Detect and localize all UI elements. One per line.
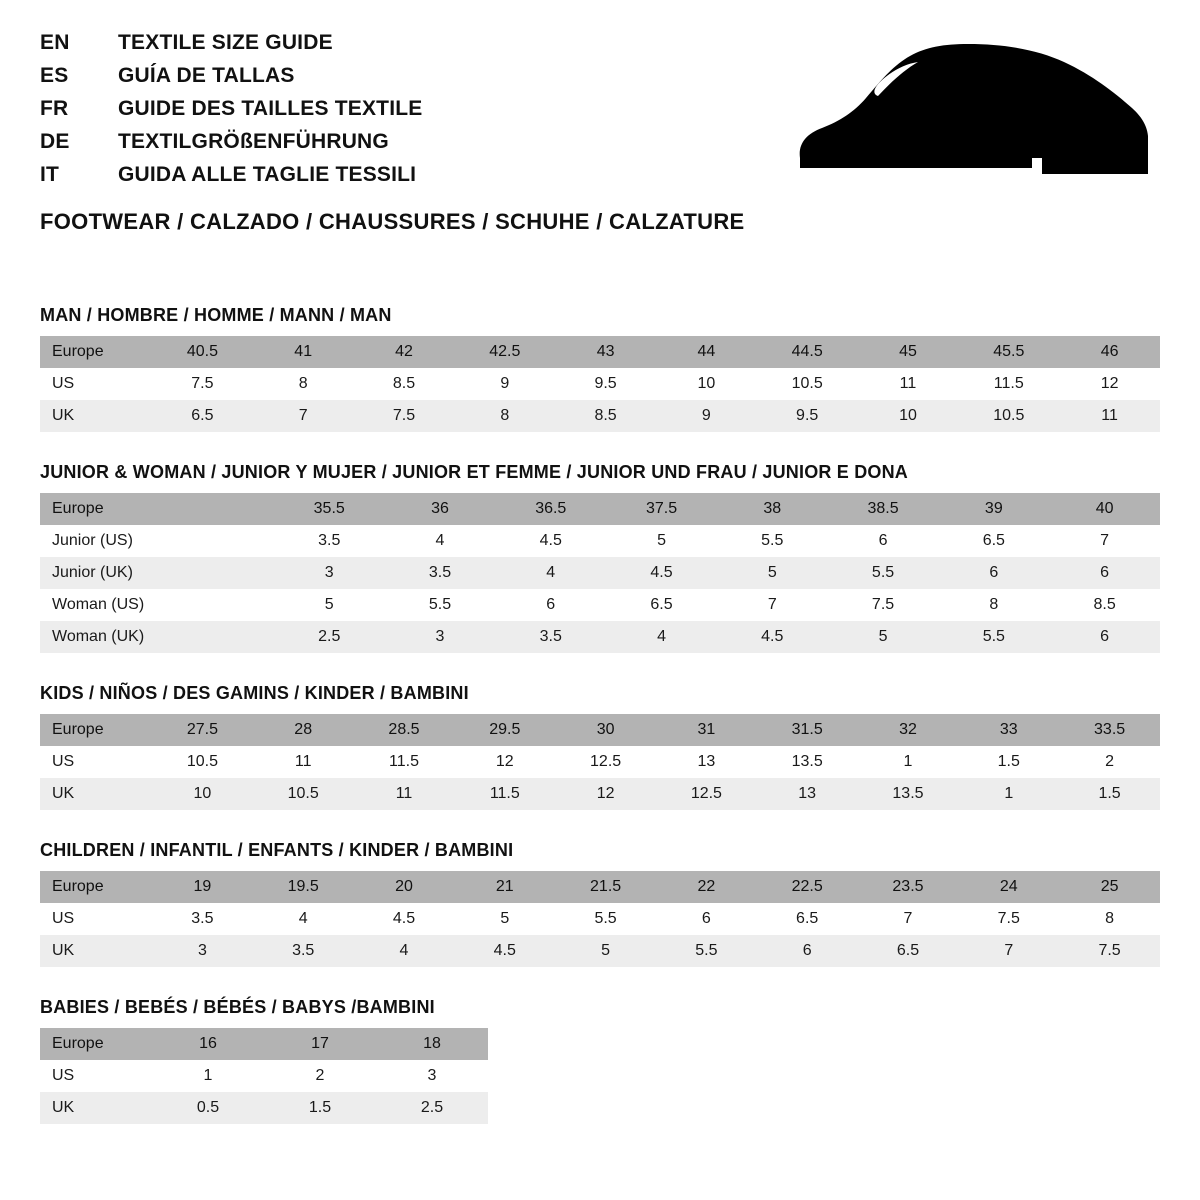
size-group-title: CHILDREN / INFANTIL / ENFANTS / KINDER / BAMBINI	[40, 840, 514, 860]
language-code: IT	[40, 163, 60, 186]
row-label: Europe	[40, 871, 152, 903]
column-header-cell: 43	[555, 336, 656, 368]
size-cell: 11	[253, 746, 354, 778]
size-cell: 4	[606, 621, 717, 653]
column-header-cell: 35.5	[274, 493, 385, 525]
row-label: UK	[40, 778, 152, 810]
size-group-title: JUNIOR & WOMAN / JUNIOR Y MUJER / JUNIOR ET FEMME / JUNIOR UND FRAU / JUNIOR E DONA	[40, 462, 909, 482]
size-cell: 9	[454, 368, 555, 400]
size-cell: 11	[858, 368, 959, 400]
column-header-cell: 46	[1059, 336, 1160, 368]
size-cell: 3.5	[152, 903, 253, 935]
column-header-cell: 39	[938, 493, 1049, 525]
size-cell: 2.5	[376, 1092, 488, 1124]
size-group-title: BABIES / BEBÉS / BÉBÉS / BABYS /BAMBINI	[40, 997, 435, 1017]
column-header-cell: 16	[152, 1028, 264, 1060]
column-header-cell: 21	[454, 871, 555, 903]
size-cell: 4	[253, 903, 354, 935]
size-cell: 12.5	[555, 746, 656, 778]
table-header-row	[40, 493, 1160, 525]
table-header-row	[40, 714, 1160, 746]
size-cell: 10.5	[757, 368, 858, 400]
size-cell: 5	[606, 525, 717, 557]
size-group-title: KIDS / NIÑOS / DES GAMINS / KINDER / BAMBINI	[40, 683, 469, 703]
row-label: US	[40, 1060, 152, 1092]
size-cell: 6	[828, 525, 939, 557]
size-group	[40, 997, 1160, 1124]
column-header-cell: 27.5	[152, 714, 253, 746]
column-header-cell: 22	[656, 871, 757, 903]
column-header-cell: 17	[264, 1028, 376, 1060]
size-cell: 5.5	[828, 557, 939, 589]
row-label: Junior (US)	[40, 525, 163, 557]
language-title: TEXTILGRÖßENFÜHRUNG	[118, 130, 389, 153]
column-header-cell: 38	[717, 493, 828, 525]
size-cell: 5	[454, 903, 555, 935]
size-cell: 6	[1049, 621, 1160, 653]
size-cell: 3.5	[274, 525, 385, 557]
size-cell: 8	[1059, 903, 1160, 935]
size-cell: 5.5	[938, 621, 1049, 653]
column-header-cell: 37.5	[606, 493, 717, 525]
size-cell: 13	[656, 746, 757, 778]
column-header-cell: 38.5	[828, 493, 939, 525]
row-label: Europe	[40, 714, 152, 746]
column-header-cell: 31	[656, 714, 757, 746]
size-cell: 8	[454, 400, 555, 432]
row-label: Europe	[40, 493, 163, 525]
column-header-cell: 19.5	[253, 871, 354, 903]
row-label: Europe	[40, 336, 152, 368]
column-header-cell: 25	[1059, 871, 1160, 903]
size-cell: 4.5	[717, 621, 828, 653]
size-cell: 8.5	[555, 400, 656, 432]
size-cell: 3	[152, 935, 253, 967]
size-cell: 3.5	[495, 621, 606, 653]
size-cell: 4.5	[454, 935, 555, 967]
size-cell: 4	[354, 935, 455, 967]
column-header-cell: 23.5	[858, 871, 959, 903]
table-row	[40, 903, 1160, 935]
size-cell: 3	[385, 621, 496, 653]
size-cell: 7.5	[828, 589, 939, 621]
size-cell: 11	[1059, 400, 1160, 432]
size-cell: 7.5	[354, 400, 455, 432]
table-row	[40, 589, 1160, 621]
size-cell: 6	[656, 903, 757, 935]
table-row	[40, 778, 1160, 810]
size-cell: 10	[656, 368, 757, 400]
table-row	[40, 935, 1160, 967]
language-title: GUIDA ALLE TAGLIE TESSILI	[118, 163, 417, 186]
language-title: TEXTILE SIZE GUIDE	[118, 31, 333, 54]
language-title: GUÍA DE TALLAS	[118, 64, 295, 87]
size-table	[40, 714, 1160, 810]
size-cell: 5.5	[717, 525, 828, 557]
size-cell: 3	[376, 1060, 488, 1092]
size-cell: 1.5	[958, 746, 1059, 778]
size-cell: 0.5	[152, 1092, 264, 1124]
size-cell: 7.5	[1059, 935, 1160, 967]
column-header-cell: 33.5	[1059, 714, 1160, 746]
column-header-cell: 28.5	[354, 714, 455, 746]
table-header-row	[40, 871, 1160, 903]
size-cell: 6.5	[757, 903, 858, 935]
size-cell: 8.5	[354, 368, 455, 400]
size-group	[40, 305, 1160, 432]
size-cell: 5	[274, 589, 385, 621]
table-row	[40, 400, 1160, 432]
size-cell: 12	[555, 778, 656, 810]
size-cell: 8.5	[1049, 589, 1160, 621]
table-row	[40, 1060, 488, 1092]
size-group-title: MAN / HOMBRE / HOMME / MANN / MAN	[40, 305, 392, 325]
size-cell: 10.5	[152, 746, 253, 778]
column-header-cell: 18	[376, 1028, 488, 1060]
size-cell	[163, 621, 274, 653]
size-cell: 6.5	[606, 589, 717, 621]
size-cell: 10	[152, 778, 253, 810]
size-cell: 13	[757, 778, 858, 810]
size-cell: 10.5	[958, 400, 1059, 432]
column-header-cell: 42.5	[454, 336, 555, 368]
size-cell: 10	[858, 400, 959, 432]
column-header-cell: 40.5	[152, 336, 253, 368]
column-header-cell: 41	[253, 336, 354, 368]
size-cell: 5.5	[555, 903, 656, 935]
size-cell	[163, 525, 274, 557]
column-header-cell: 20	[354, 871, 455, 903]
document-header	[0, 0, 1200, 235]
size-table	[40, 1028, 488, 1124]
size-cell: 1	[958, 778, 1059, 810]
column-header-cell: 42	[354, 336, 455, 368]
size-table	[40, 493, 1160, 653]
size-cell: 3	[274, 557, 385, 589]
size-cell: 2.5	[274, 621, 385, 653]
language-title: GUIDE DES TAILLES TEXTILE	[118, 97, 423, 120]
size-cell: 9.5	[757, 400, 858, 432]
row-label: US	[40, 368, 152, 400]
size-cell: 6.5	[152, 400, 253, 432]
size-cell: 1.5	[264, 1092, 376, 1124]
footwear-banner: FOOTWEAR / CALZADO / CHAUSSURES / SCHUHE / CALZATURE	[40, 209, 745, 234]
size-cell: 6	[495, 589, 606, 621]
size-cell: 12	[454, 746, 555, 778]
size-cell: 4	[495, 557, 606, 589]
size-cell: 9	[656, 400, 757, 432]
table-header-row	[40, 336, 1160, 368]
language-code: DE	[40, 130, 70, 153]
size-cell: 12.5	[656, 778, 757, 810]
size-cell: 7	[717, 589, 828, 621]
size-table	[40, 336, 1160, 432]
size-group	[40, 462, 1160, 653]
size-cell: 9.5	[555, 368, 656, 400]
size-cell	[163, 589, 274, 621]
size-cell: 7.5	[152, 368, 253, 400]
size-cell: 1	[858, 746, 959, 778]
column-header-cell: 24	[958, 871, 1059, 903]
column-header-cell: 19	[152, 871, 253, 903]
table-row	[40, 557, 1160, 589]
column-header-cell: 45.5	[958, 336, 1059, 368]
size-cell: 4.5	[606, 557, 717, 589]
size-group	[40, 840, 1160, 967]
table-row	[40, 621, 1160, 653]
size-cell: 11.5	[354, 746, 455, 778]
size-cell: 6	[1049, 557, 1160, 589]
size-cell: 5	[828, 621, 939, 653]
size-cell: 6	[938, 557, 1049, 589]
size-cell	[163, 557, 274, 589]
size-cell: 7	[858, 903, 959, 935]
size-cell: 3.5	[253, 935, 354, 967]
column-header-cell	[163, 493, 274, 525]
size-cell: 4.5	[495, 525, 606, 557]
size-cell: 11.5	[454, 778, 555, 810]
size-cell: 6.5	[858, 935, 959, 967]
row-label: UK	[40, 935, 152, 967]
size-cell: 11.5	[958, 368, 1059, 400]
column-header-cell: 30	[555, 714, 656, 746]
size-cell: 11	[354, 778, 455, 810]
column-header-cell: 44.5	[757, 336, 858, 368]
table-row	[40, 368, 1160, 400]
column-header-cell: 36.5	[495, 493, 606, 525]
size-cell: 5	[717, 557, 828, 589]
language-code: EN	[40, 31, 70, 54]
row-label: US	[40, 903, 152, 935]
row-label: UK	[40, 1092, 152, 1124]
column-header-cell: 45	[858, 336, 959, 368]
column-header-cell: 33	[958, 714, 1059, 746]
column-header-cell: 29.5	[454, 714, 555, 746]
row-label: Woman (US)	[40, 589, 163, 621]
table-row	[40, 746, 1160, 778]
size-table	[40, 871, 1160, 967]
size-cell: 13.5	[757, 746, 858, 778]
table-row	[40, 525, 1160, 557]
table-header-row	[40, 1028, 488, 1060]
size-cell: 8	[253, 368, 354, 400]
column-header-cell: 28	[253, 714, 354, 746]
size-cell: 1.5	[1059, 778, 1160, 810]
size-cell: 6	[757, 935, 858, 967]
size-cell: 7	[253, 400, 354, 432]
column-header-cell: 40	[1049, 493, 1160, 525]
table-row	[40, 1092, 488, 1124]
column-header-cell: 31.5	[757, 714, 858, 746]
column-header-cell: 21.5	[555, 871, 656, 903]
row-label: Europe	[40, 1028, 152, 1060]
column-header-cell: 32	[858, 714, 959, 746]
row-label: US	[40, 746, 152, 778]
size-tables	[0, 305, 1200, 1124]
size-cell: 4	[385, 525, 496, 557]
size-cell: 8	[938, 589, 1049, 621]
size-cell: 7	[1049, 525, 1160, 557]
column-header-cell: 44	[656, 336, 757, 368]
language-code: ES	[40, 64, 69, 87]
column-header-cell: 22.5	[757, 871, 858, 903]
row-label: Woman (UK)	[40, 621, 163, 653]
size-cell: 2	[1059, 746, 1160, 778]
size-cell: 3.5	[385, 557, 496, 589]
size-cell: 1	[152, 1060, 264, 1092]
size-cell: 4.5	[354, 903, 455, 935]
size-cell: 10.5	[253, 778, 354, 810]
size-cell: 5	[555, 935, 656, 967]
size-cell: 12	[1059, 368, 1160, 400]
size-cell: 13.5	[858, 778, 959, 810]
row-label: Junior (UK)	[40, 557, 163, 589]
size-cell: 7.5	[958, 903, 1059, 935]
size-cell: 5.5	[385, 589, 496, 621]
size-cell: 5.5	[656, 935, 757, 967]
language-code: FR	[40, 97, 69, 120]
column-header-cell: 36	[385, 493, 496, 525]
size-cell: 6.5	[938, 525, 1049, 557]
row-label: UK	[40, 400, 152, 432]
size-cell: 2	[264, 1060, 376, 1092]
dress-shoe-icon	[792, 40, 1152, 180]
size-group	[40, 683, 1160, 810]
size-cell: 7	[958, 935, 1059, 967]
